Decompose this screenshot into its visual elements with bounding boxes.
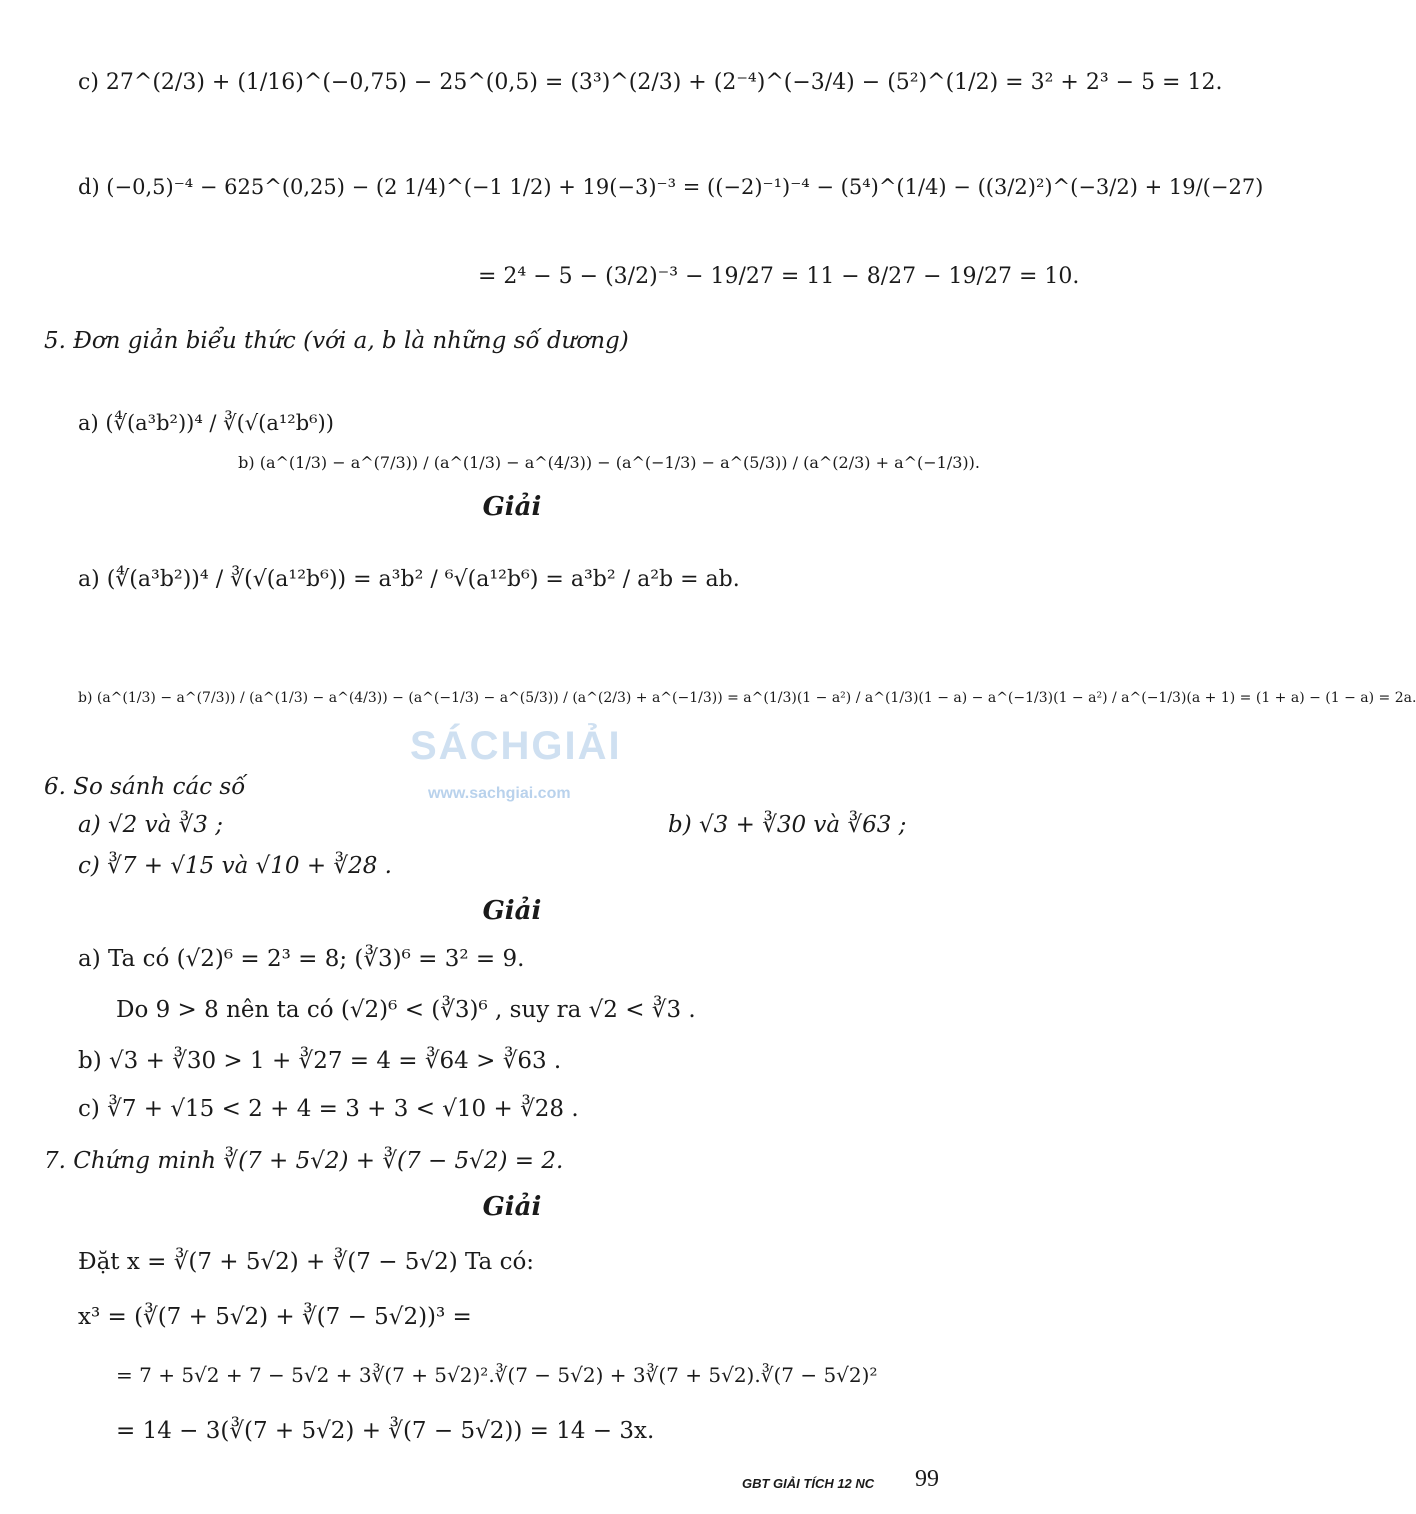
problem-5-title: 5. Đơn giản biểu thức (với a, b là những số dương): [44, 328, 629, 354]
problem-5b: b) (a^(1/3) − a^(7/3)) / (a^(1/3) − a^(4/3)) − (a^(−1/3) − a^(5/3)) / (a^(2/3) + a^(−1/3)).: [238, 453, 980, 472]
footer-book-title: GBT GIẢI TÍCH 12 NC: [742, 1476, 875, 1491]
solution-7-line2: x³ = (∛(7 + 5√2) + ∛(7 − 5√2))³ =: [78, 1304, 472, 1330]
solution-7-line3: = 7 + 5√2 + 7 − 5√2 + 3∛(7 + 5√2)².∛(7 − 5√2) + 3∛(7 + 5√2).∛(7 − 5√2)²: [116, 1363, 878, 1387]
solution-5a: a) (∜(a³b²))⁴ / ∛(√(a¹²b⁶)) = a³b² / ⁶√(a¹²b⁶) = a³b² / a²b = ab.: [78, 567, 740, 592]
solution-6c: c) ∛7 + √15 < 2 + 4 = 3 + 3 < √10 + ∛28 .: [78, 1096, 579, 1122]
exercise-4d-line1: d) (−0,5)⁻⁴ − 625^(0,25) − (2 1/4)^(−1 1/2) + 19(−3)⁻³ = ((−2)⁻¹)⁻⁴ − (5⁴)^(1/4) − ((3/2)²)^(−3/2) + 19/(−27): [78, 175, 1264, 199]
problem-6a: a) √2 và ∛3 ;: [78, 812, 223, 838]
watermark-logo: SÁCHGIẢI: [410, 724, 622, 768]
solution-heading-5: Giải: [482, 492, 542, 522]
problem-6c: c) ∛7 + √15 và √10 + ∛28 .: [78, 853, 392, 879]
problem-7-title: 7. Chứng minh ∛(7 + 5√2) + ∛(7 − 5√2) = 2.: [44, 1148, 564, 1174]
exercise-4d-line2: = 2⁴ − 5 − (3/2)⁻³ − 19/27 = 11 − 8/27 − 19/27 = 10.: [478, 264, 1080, 289]
solution-heading-7: Giải: [482, 1192, 542, 1222]
exercise-4c: c) 27^(2/3) + (1/16)^(−0,75) − 25^(0,5) = (3³)^(2/3) + (2⁻⁴)^(−3/4) − (5²)^(1/2) = 3² + 2³ − 5 = 12.: [78, 70, 1223, 95]
watermark-url: www.sachgiai.com: [428, 785, 571, 802]
solution-6b: b) √3 + ∛30 > 1 + ∛27 = 4 = ∛64 > ∛63 .: [78, 1048, 562, 1074]
problem-5a: a) (∜(a³b²))⁴ / ∛(√(a¹²b⁶)): [78, 411, 334, 435]
solution-heading-6: Giải: [482, 896, 542, 926]
page-number: 99: [915, 1466, 939, 1492]
solution-6a-line1: a) Ta có (√2)⁶ = 2³ = 8; (∛3)⁶ = 3² = 9.: [78, 946, 525, 972]
solution-5b: b) (a^(1/3) − a^(7/3)) / (a^(1/3) − a^(4/3)) − (a^(−1/3) − a^(5/3)) / (a^(2/3) + a^(−1/3)) = a^(1/3)(1 − a²) / a^(1/3)(1 − a) − a^(−1/3)(1 − a²) / a^(−1/3)(a + 1) = (1 + a) − (1 − a) = 2a.: [78, 690, 1416, 706]
solution-6a-line2: Do 9 > 8 nên ta có (√2)⁶ < (∛3)⁶ , suy ra √2 < ∛3 .: [116, 997, 696, 1023]
problem-6-title: 6. So sánh các số: [44, 774, 246, 800]
problem-6b: b) √3 + ∛30 và ∛63 ;: [668, 812, 907, 838]
solution-7-line4: = 14 − 3(∛(7 + 5√2) + ∛(7 − 5√2)) = 14 − 3x.: [116, 1418, 655, 1444]
solution-7-line1: Đặt x = ∛(7 + 5√2) + ∛(7 − 5√2) Ta có:: [78, 1249, 535, 1275]
